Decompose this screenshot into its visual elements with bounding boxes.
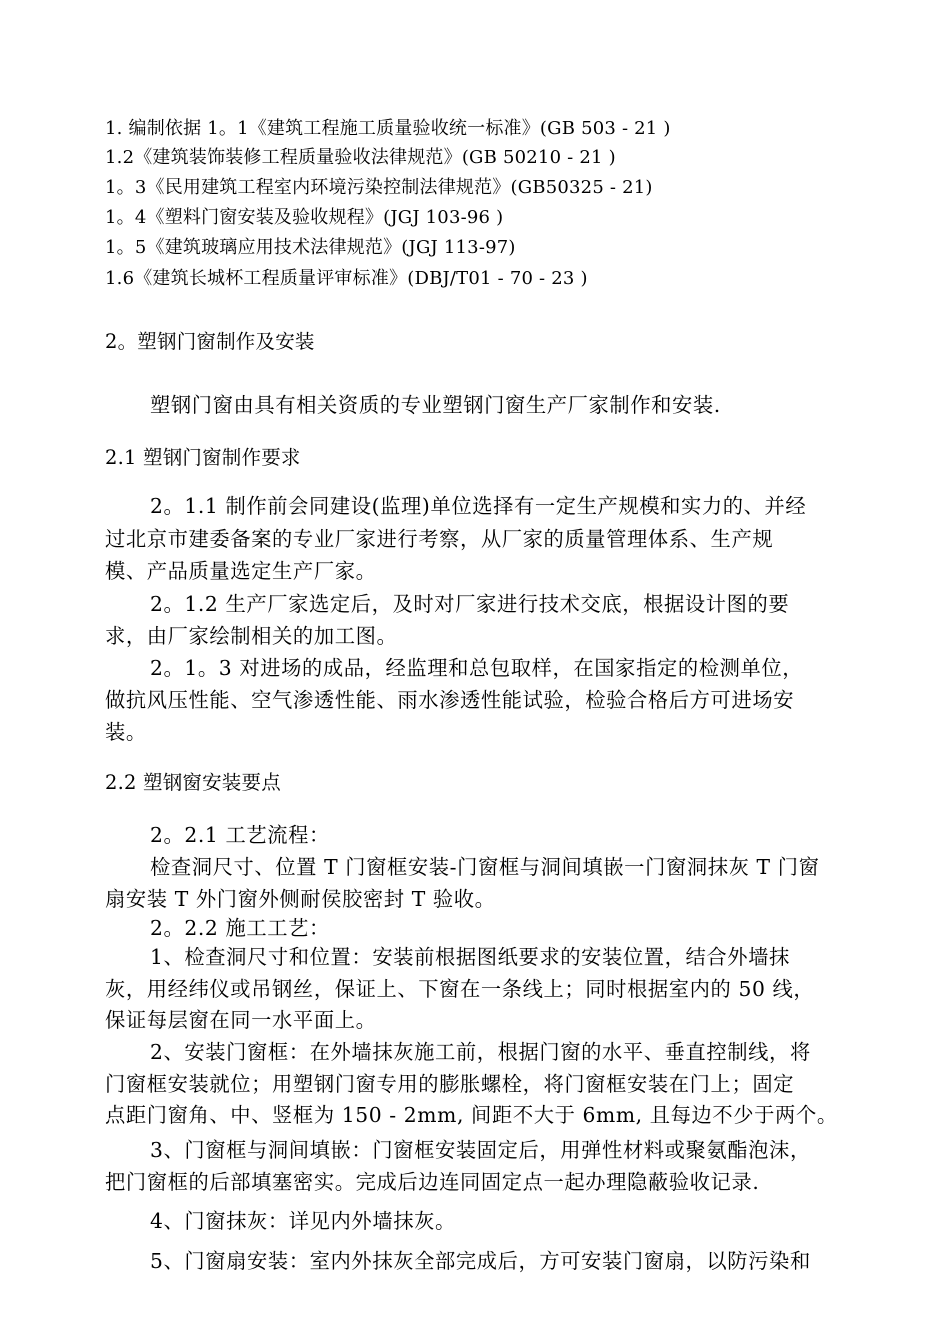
paragraph-line: 把门窗框的后部填塞密实。完成后边连同固定点一起办理隐蔽验收记录.	[105, 1170, 760, 1194]
paragraph-line: 4、门窗抹灰：详见内外墙抹灰。	[150, 1209, 456, 1233]
paragraph-line: 2。1.2 生产厂家选定后，及时对厂家进行技术交底，根据设计图的要	[150, 592, 790, 616]
paragraph-line: 点距门窗角、中、竖框为 150 - 2mm, 间距不大于 6mm, 且每边不少于两个。	[105, 1103, 838, 1127]
paragraph-line: 2。1。3 对进场的成品，经监理和总包取样，在国家指定的检测单位，	[150, 656, 804, 680]
section-2-heading: 2。塑钢门窗制作及安装	[105, 330, 315, 353]
reference-line-2: 1.2《建筑装饰装修工程质量验收法律规范》(GB 50210 - 21 )	[105, 147, 616, 168]
paragraph-line: 做抗风压性能、空气渗透性能、雨水渗透性能试验，检验合格后方可进场安	[105, 688, 795, 712]
paragraph-line: 5、门窗扇安装：室内外抹灰全部完成后，方可安装门窗扇，以防污染和	[150, 1249, 811, 1273]
paragraph-line: 求，由厂家绘制相关的加工图。	[105, 624, 398, 648]
paragraph-line: 门窗框安装就位；用塑钢门窗专用的膨胀螺栓，将门窗框安装在门上；固定	[105, 1072, 795, 1096]
paragraph-line: 3、门窗框与洞间填嵌：门窗框安装固定后，用弹性材料或聚氨酯泡沫，	[150, 1138, 811, 1162]
reference-line-1: 1. 编制依据 1。1《建筑工程施工质量验收统一标准》(GB 503 - 21 )	[105, 118, 671, 139]
paragraph-line: 灰，用经纬仪或吊钢丝，保证上、下窗在一条线上；同时根据室内的 50 线，	[105, 977, 815, 1001]
section-2-2-heading: 2.2 塑钢窗安装要点	[105, 771, 281, 794]
paragraph-line: 保证每层窗在同一水平面上。	[105, 1008, 377, 1032]
section-2-intro: 塑钢门窗由具有相关资质的专业塑钢门窗生产厂家制作和安装.	[150, 393, 721, 417]
paragraph-line: 模、产品质量选定生产厂家。	[105, 559, 377, 583]
paragraph-line: 检查洞尺寸、位置 T 门窗框安装-门窗框与洞间填嵌一门窗洞抹灰 T 门窗	[150, 855, 820, 879]
reference-line-5: 1。5《建筑玻璃应用技术法律规范》(JGJ 113-97)	[105, 237, 516, 258]
section-2-1-heading: 2.1 塑钢门窗制作要求	[105, 446, 301, 469]
paragraph-line: 1、检查洞尺寸和位置：安装前根据图纸要求的安装位置，结合外墙抹	[150, 945, 790, 969]
reference-line-4: 1。4《塑料门窗安装及验收规程》(JGJ 103-96 )	[105, 207, 504, 228]
paragraph-line: 扇安装 T 外门窗外侧耐侯胶密封 T 验收。	[105, 887, 496, 911]
subsection-2-2-1-heading: 2。2.1 工艺流程：	[150, 823, 330, 847]
subsection-2-2-2-heading: 2。2.2 施工工艺：	[150, 916, 330, 940]
paragraph-line: 2。1.1 制作前会同建设(监理)单位选择有一定生产规模和实力的、并经	[150, 494, 807, 518]
reference-line-6: 1.6《建筑长城杯工程质量评审标准》(DBJ/T01 - 70 - 23 )	[105, 268, 588, 289]
paragraph-line: 装。	[105, 720, 147, 744]
paragraph-line: 2、安装门窗框：在外墙抹灰施工前，根据门窗的水平、垂直控制线，将	[150, 1040, 811, 1064]
reference-line-3: 1。3《民用建筑工程室内环境污染控制法律规范》(GB50325 - 21)	[105, 177, 653, 198]
paragraph-line: 过北京市建委备案的专业厂家进行考察，从厂家的质量管理体系、生产规	[105, 527, 774, 551]
